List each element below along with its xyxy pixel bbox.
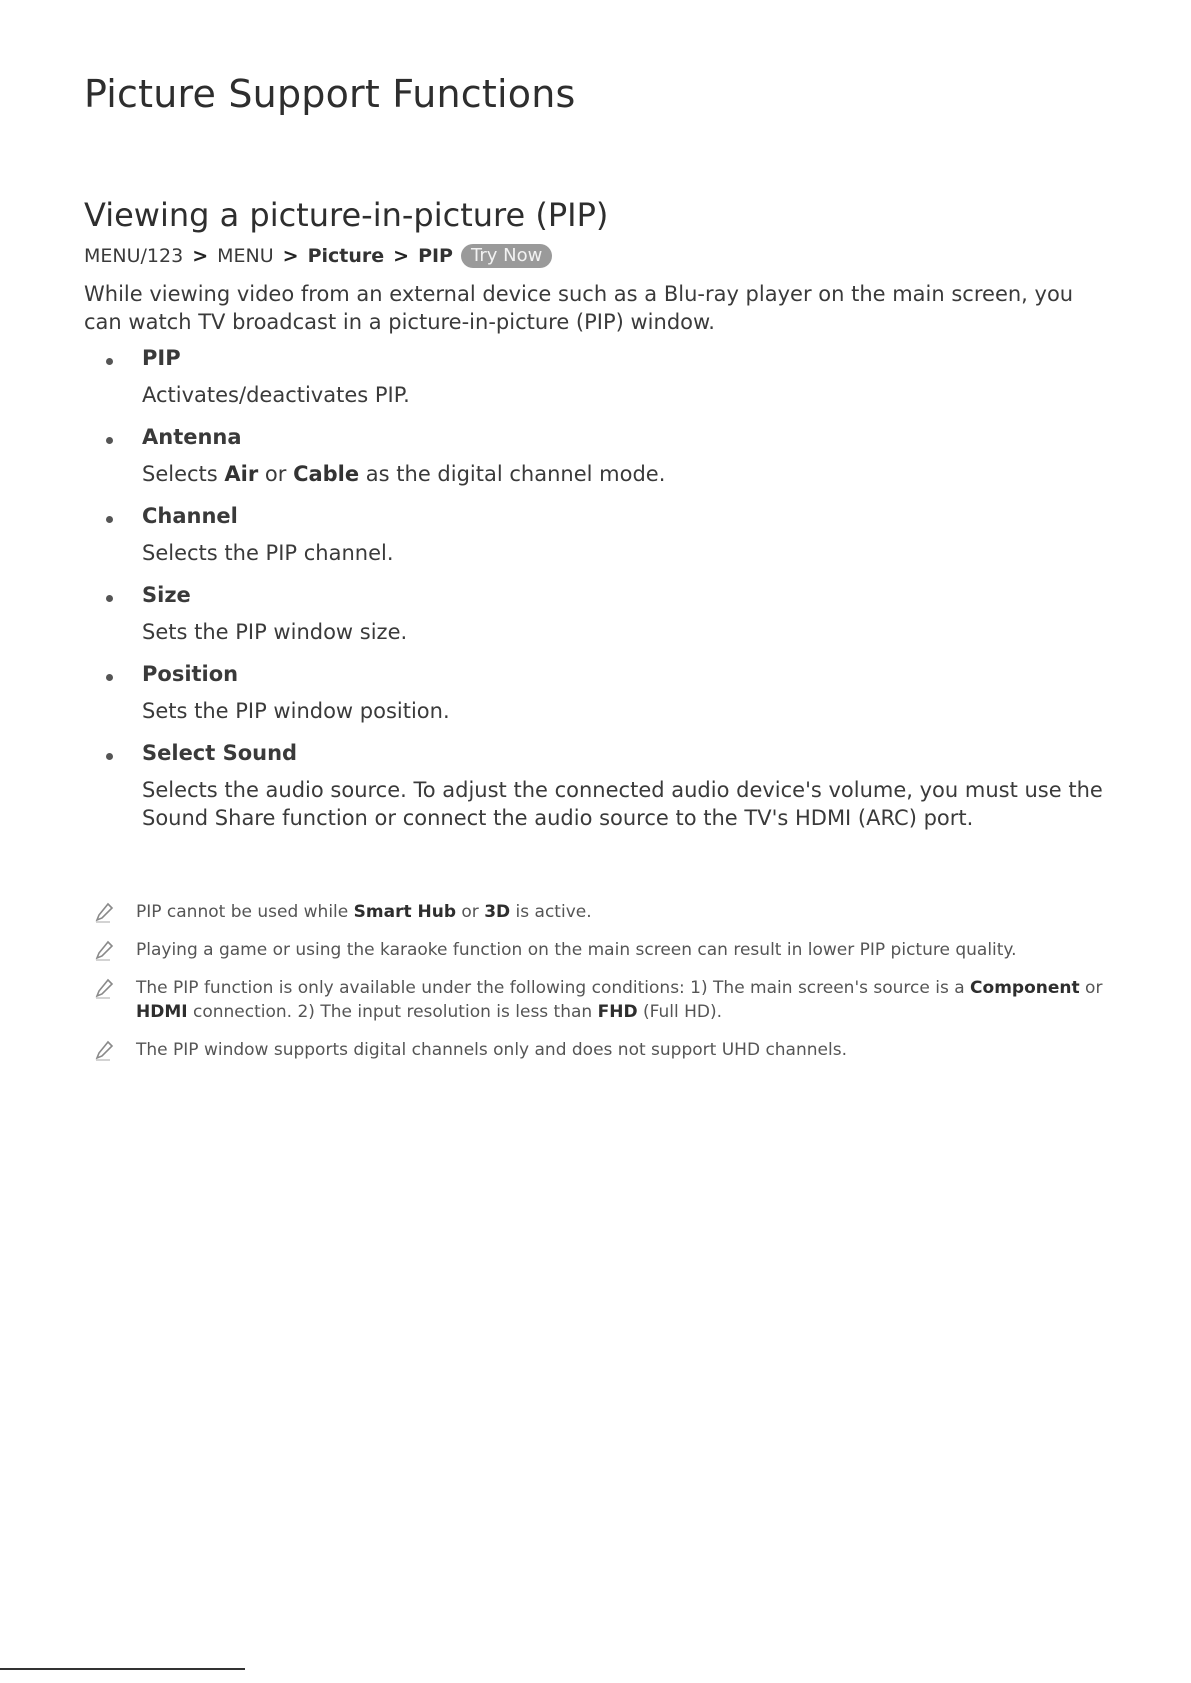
bullet-dot-icon <box>106 437 113 444</box>
note-item <box>84 976 1114 1024</box>
section-title: Viewing a picture-in-picture (PIP) <box>84 196 609 234</box>
bullet-dot-icon <box>106 674 113 681</box>
note-item <box>84 1038 1114 1062</box>
item-description: Activates/deactivates PIP. <box>142 383 410 407</box>
notes-list <box>84 900 1114 1076</box>
try-now-button[interactable]: Try Now <box>461 244 552 268</box>
option-list <box>84 345 1114 847</box>
item-title: PIP <box>142 346 181 370</box>
note-item <box>84 900 1114 924</box>
item-description: Selects the PIP channel. <box>142 541 394 565</box>
item-title: Select Sound <box>142 741 298 765</box>
list-item <box>84 503 1114 582</box>
item-description: Sets the PIP window position. <box>142 699 450 723</box>
bullet-dot-icon <box>106 358 113 365</box>
item-title: Antenna <box>142 425 242 449</box>
list-item <box>84 345 1114 424</box>
bullet-dot-icon <box>106 753 113 760</box>
pencil-note-icon <box>94 1040 114 1062</box>
breadcrumb-item-menu: MENU <box>217 245 274 267</box>
item-title: Position <box>142 662 239 686</box>
item-description: Selects the audio source. To adjust the connected audio device's volume, you must use the Sound Share function or connect the audio source to the TV's HDMI (ARC) port. <box>142 778 1103 830</box>
list-item <box>84 740 1114 847</box>
breadcrumb-item-picture: Picture <box>307 245 385 267</box>
item-description: Sets the PIP window size. <box>142 620 408 644</box>
bullet-dot-icon <box>106 516 113 523</box>
pencil-note-icon <box>94 978 114 1000</box>
breadcrumb-separator: > <box>192 245 209 267</box>
note-text: PIP cannot be used while Smart Hub or 3D is active. <box>136 902 592 922</box>
breadcrumb-separator: > <box>282 245 299 267</box>
note-text: The PIP window supports digital channels only and does not support UHD channels. <box>136 1040 847 1060</box>
note-text: The PIP function is only available under the following conditions: 1) The main screen's source is a Component or HDMI connection. 2) The input resolution is less than FHD (Full HD). <box>136 978 1103 1022</box>
breadcrumb <box>84 244 552 268</box>
breadcrumb-item-pip: PIP <box>418 245 453 267</box>
note-text: Playing a game or using the karaoke function on the main screen can result in lower PIP picture quality. <box>136 940 1017 960</box>
breadcrumb-item-menu-123: MENU/123 <box>84 245 184 267</box>
footer-divider <box>0 1668 245 1670</box>
item-description: Selects Air or Cable as the digital channel mode. <box>142 462 666 486</box>
note-item <box>84 938 1114 962</box>
list-item <box>84 424 1114 503</box>
breadcrumb-separator: > <box>393 245 410 267</box>
page-title: Picture Support Functions <box>84 72 576 116</box>
bullet-dot-icon <box>106 595 113 602</box>
pencil-note-icon <box>94 940 114 962</box>
item-title: Size <box>142 583 191 607</box>
pencil-note-icon <box>94 902 114 924</box>
intro-paragraph: While viewing video from an external device such as a Blu-ray player on the main screen, you can watch TV broadcast in a picture-in-picture (PIP) window. <box>84 282 1074 334</box>
list-item <box>84 582 1114 661</box>
list-item <box>84 661 1114 740</box>
item-title: Channel <box>142 504 238 528</box>
